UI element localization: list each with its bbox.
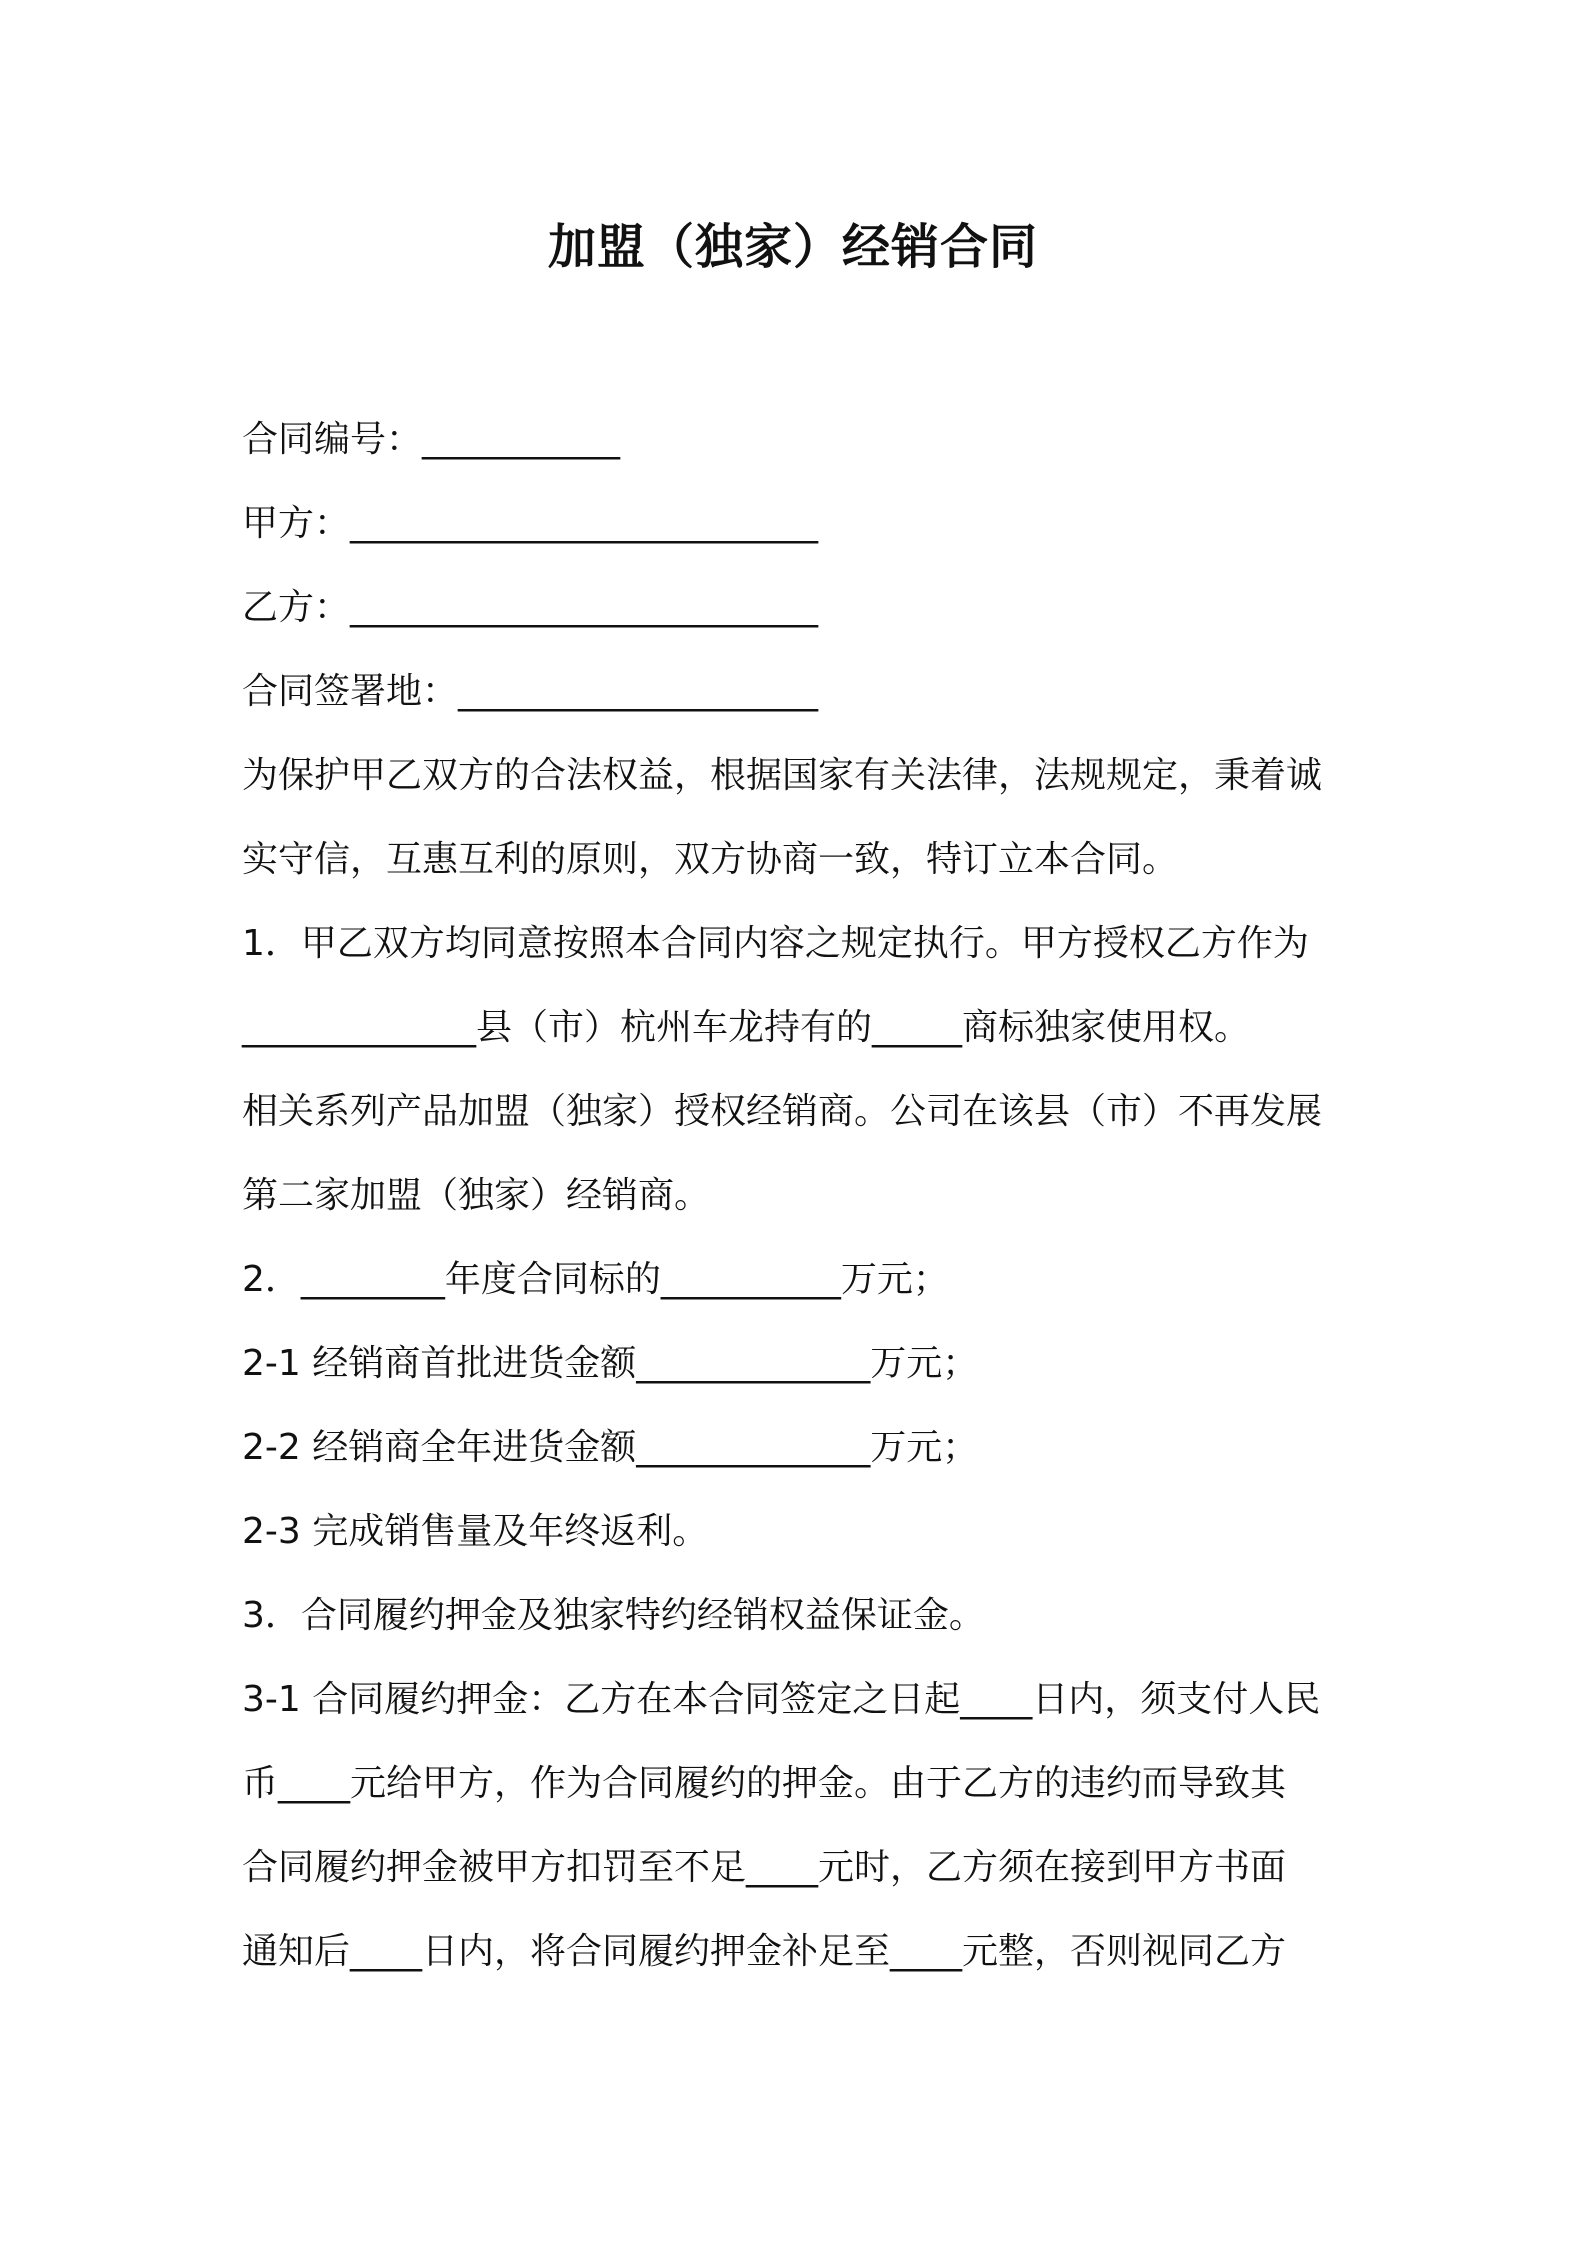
clause-2-3-line: 2-3 完成销售量及年终返利。 [242, 1511, 709, 1552]
document-body [242, 398, 1362, 1994]
clause-1-line: 第二家加盟（独家）经销商。 [242, 1175, 711, 1216]
clause-3-1-line: 3-1 合同履约押金：乙方在本合同签定之日起____日内，须支付人民 [242, 1679, 1321, 1720]
party-b-line: 乙方：__________________________ [242, 587, 819, 628]
clause-1-line: _____________县（市）杭州车龙持有的_____商标独家使用权。 [242, 1007, 1251, 1048]
document-title: 加盟（独家）经销合同 [547, 219, 1038, 275]
clause-3-line: 3．合同履约押金及独家特约经销权益保证金。 [242, 1595, 985, 1636]
contract-number-line: 合同编号：___________ [242, 419, 621, 460]
signing-place-line: 合同签署地：____________________ [242, 671, 819, 712]
party-a-line: 甲方：__________________________ [242, 503, 819, 544]
clause-2-line: 2．________年度合同标的__________万元； [242, 1259, 949, 1300]
clause-1-line: 1．甲乙双方均同意按照本合同内容之规定执行。甲方授权乙方作为 [242, 923, 1309, 964]
clause-3-1-line: 通知后____日内，将合同履约押金补足至____元整，否则视同乙方 [242, 1931, 1287, 1972]
clause-2-1-line: 2-1 经销商首批进货金额_____________万元； [242, 1343, 979, 1384]
clause-1-line: 相关系列产品加盟（独家）授权经销商。公司在该县（市）不再发展 [242, 1091, 1323, 1132]
preamble-line: 实守信，互惠互利的原则，双方协商一致，特订立本合同。 [242, 839, 1179, 880]
clause-3-1-line: 合同履约押金被甲方扣罚至不足____元时，乙方须在接到甲方书面 [242, 1847, 1287, 1888]
preamble-line: 为保护甲乙双方的合法权益，根据国家有关法律，法规规定，秉着诚 [242, 755, 1323, 796]
clause-3-1-line: 币____元给甲方，作为合同履约的押金。由于乙方的违约而导致其 [242, 1763, 1287, 1804]
clause-2-2-line: 2-2 经销商全年进货金额_____________万元； [242, 1427, 979, 1468]
